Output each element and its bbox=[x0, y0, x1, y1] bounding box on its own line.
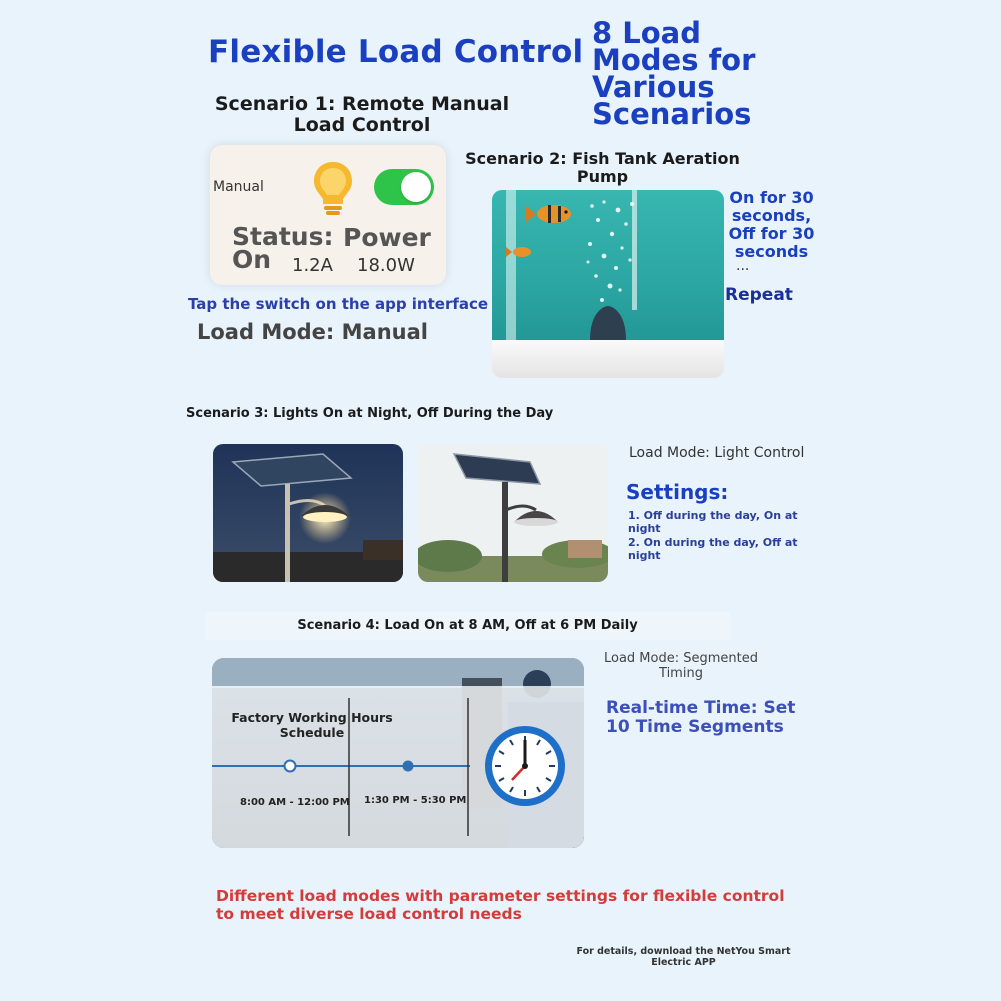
summary-text: Different load modes with parameter settings for flexible control to meet diverse load control needs bbox=[216, 887, 785, 923]
modes-heading: 8 Load Modes for Various Scenarios bbox=[592, 16, 756, 131]
setting-item-2: 2. On during the day, Off at night bbox=[628, 536, 798, 562]
schedule-title: Factory Working Hours Schedule bbox=[231, 710, 393, 740]
scenario2-title: Scenario 2: Fish Tank Aeration Pump bbox=[465, 149, 740, 186]
fish-icon bbox=[526, 205, 571, 223]
page-title: Flexible Load Control bbox=[208, 34, 584, 70]
fish-tank-image bbox=[492, 190, 724, 378]
manual-control-card bbox=[210, 145, 446, 285]
day-streetlight-image bbox=[418, 444, 608, 582]
factory-schedule-image bbox=[212, 658, 584, 848]
load-toggle-switch[interactable] bbox=[374, 169, 434, 205]
repeat-label: Repeat bbox=[725, 285, 793, 305]
realtime-segments: Real-time Time: Set 10 Time Segments bbox=[606, 698, 796, 737]
clock-icon bbox=[485, 726, 565, 806]
scenario1-title: Scenario 1: Remote Manual Load Control bbox=[214, 93, 510, 136]
download-details: For details, download the NetYou Smart Electric APP bbox=[576, 946, 791, 968]
night-streetlight-image bbox=[213, 444, 403, 582]
air-bubbles bbox=[492, 190, 724, 340]
segment-1-time: 8:00 AM - 12:00 PM bbox=[240, 797, 350, 808]
cycle-description: On for 30 seconds, Off for 30 seconds bbox=[728, 188, 815, 261]
scenario4-title: Scenario 4: Load On at 8 AM, Off at 6 PM Daily bbox=[297, 618, 638, 633]
cycle-ellipsis: ... bbox=[736, 258, 750, 274]
status-readout: Status: On bbox=[232, 222, 334, 274]
current-value: 1.2A bbox=[292, 255, 333, 276]
power-value: 18.0W bbox=[357, 255, 415, 276]
power-label: Power bbox=[343, 223, 431, 252]
settings-heading: Settings: bbox=[626, 480, 729, 504]
setting-item-1: 1. Off during the day, On at night bbox=[628, 509, 798, 535]
manual-label: Manual bbox=[213, 179, 264, 195]
scenario3-title: Scenario 3: Lights On at Night, Off During the Day bbox=[186, 406, 554, 421]
scenario1-load-mode: Load Mode: Manual bbox=[197, 320, 428, 344]
settings-list bbox=[628, 509, 808, 562]
segment-2-time: 1:30 PM - 5:30 PM bbox=[364, 795, 467, 806]
scenario3-load-mode: Load Mode: Light Control bbox=[629, 445, 805, 461]
tap-instruction: Tap the switch on the app interface bbox=[188, 295, 489, 313]
lightbulb-icon bbox=[310, 159, 356, 217]
scenario4-load-mode: Load Mode: Segmented Timing bbox=[603, 651, 758, 681]
